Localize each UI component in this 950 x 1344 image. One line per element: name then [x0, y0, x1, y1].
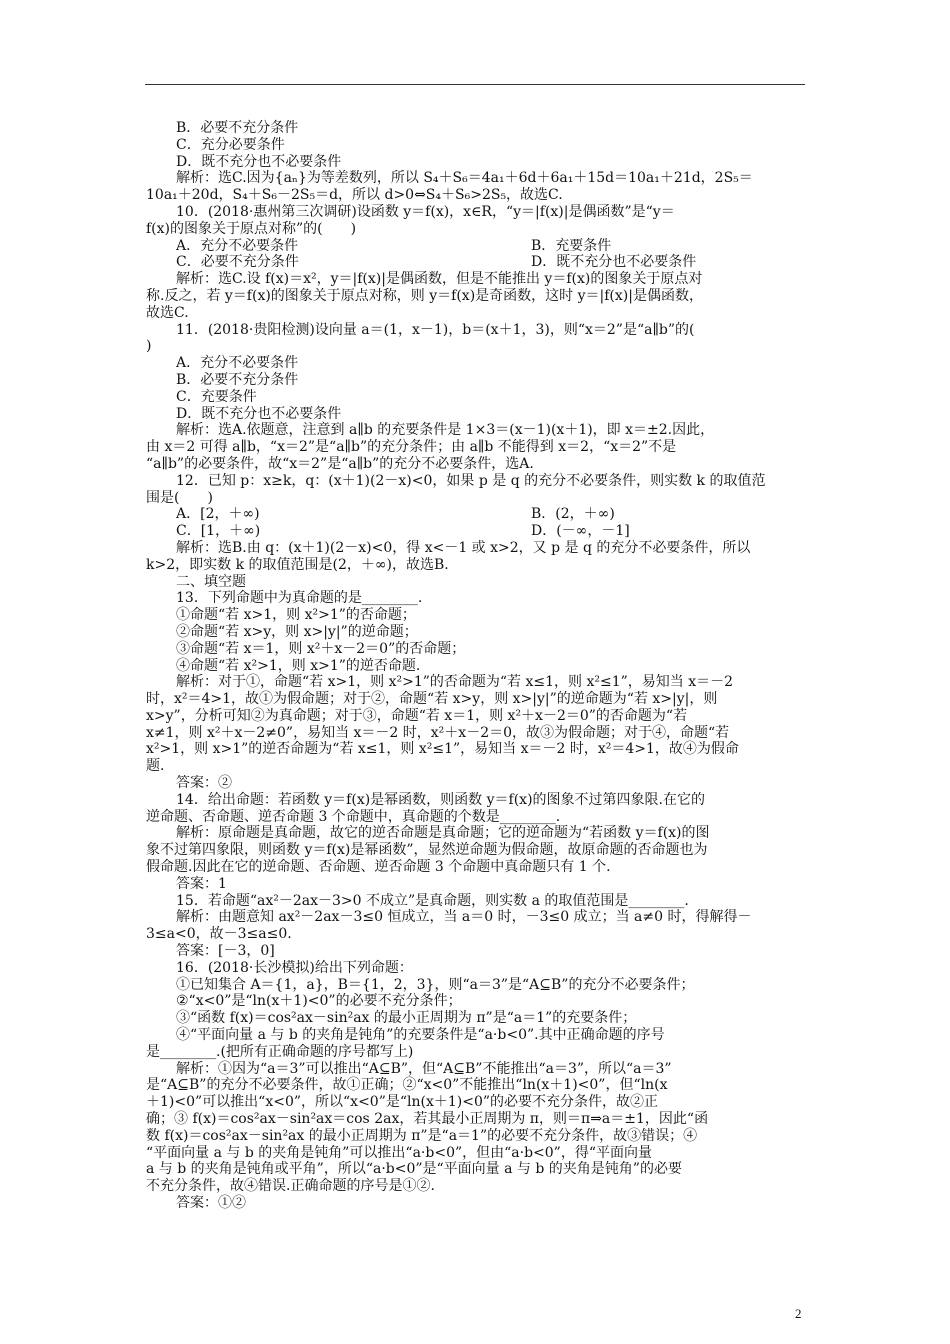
text-line: 答案：②: [176, 775, 232, 792]
option-right: B．充要条件: [531, 237, 612, 254]
text-line: 数 f(x)＝cos²ax－sin²ax 的最小正周期为 π”是“a＝1”的必要不充分条件，故③错误；④: [146, 1127, 698, 1144]
text-line: 围是( ): [146, 489, 213, 506]
text-line: ①命题“若 x>1，则 x²>1”的否命题；: [176, 607, 416, 624]
text-line: “平面向量 a 与 b 的夹角是钝角”可以推出“a·b<0”，但由“a·b<0”，得“平面向量: [146, 1144, 653, 1161]
text-line: 假命题.因此在它的逆命题、否命题、逆否命题 3 个命题中真命题只有 1 个.: [146, 859, 611, 876]
text-line: 逆命题、否命题、逆否命题 3 个命题中，真命题的个数是________.: [146, 808, 561, 825]
text-line: [146, 254, 806, 271]
option-right: B．(2，＋∞): [531, 506, 615, 523]
text-line: [146, 506, 806, 523]
text-line: ): [146, 338, 152, 355]
header-rule: [145, 84, 805, 85]
text-line: [146, 523, 806, 540]
text-line: D．既不充分也不必要条件: [176, 405, 342, 422]
text-line: 11．(2018·贵阳检测)设向量 a＝(1，x－1)，b＝(x＋1，3)，则“x＝2”是“a∥b”的(: [176, 321, 695, 338]
text-line: ③命题“若 x＝1，则 x²＋x－2＝0”的否命题；: [176, 640, 466, 657]
document-body: [146, 120, 806, 1212]
text-line: ④“平面向量 a 与 b 的夹角是钝角”的充要条件是“a·b<0”.其中正确命题的序号: [176, 1027, 665, 1044]
text-line: 是“A⊆B”的充分不必要条件，故①正确；②“x<0”不能推出“ln(x＋1)<0”，但“ln(x: [146, 1077, 668, 1094]
option-left: A．充分不必要条件: [176, 237, 299, 254]
text-line: 不充分条件，故④错误.正确命题的序号是①②.: [146, 1178, 435, 1195]
text-line: k>2，即实数 k 的取值范围是(2，＋∞)，故选B.: [146, 556, 449, 573]
text-line: C．充分必要条件: [176, 136, 285, 153]
text-line: 解析：①因为“a＝3”可以推出“A⊆B”，但“A⊆B”不能推出“a＝3”，所以“a＝3”: [176, 1060, 672, 1077]
text-line: 解析：原命题是真命题，故它的逆否命题是真命题；它的逆命题为“若函数 y＝f(x)的图: [176, 825, 710, 842]
text-line: 二、填空题: [176, 573, 246, 590]
text-line: 答案：①②: [176, 1195, 246, 1211]
text-line: 10a₁＋20d，S₄＋S₆－2S₅＝d，所以 d>0⇔S₄＋S₆>2S₅，故选C.: [146, 187, 563, 204]
text-line: 16．(2018·长沙模拟)给出下列命题：: [176, 959, 413, 976]
text-line: 12．已知 p：x≥k，q：(x＋1)(2－x)<0，如果 p 是 q 的充分不必要条件，则实数 k 的取值范: [176, 472, 766, 489]
page-number: 2: [795, 1306, 802, 1321]
text-line: 解析：选B.由 q：(x＋1)(2－x)<0，得 x<－1 或 x>2，又 p 是 q 的充分不必要条件，所以: [176, 539, 751, 556]
text-line: 故选C.: [146, 304, 189, 321]
option-right: D．既不充分也不必要条件: [531, 254, 697, 271]
text-line: ＋1)<0”可以推出“x<0”，所以“x<0”是“ln(x＋1)<0”的必要不充分条件，故②正: [146, 1094, 659, 1111]
text-line: x≠1，则 x²＋x－2≠0”，易知当 x＝－2 时，x²＋x－2＝0，故③为假命题；对于④，命题“若: [146, 724, 730, 741]
text-line: C．充要条件: [176, 388, 257, 405]
text-line: B．必要不充分条件: [176, 120, 299, 136]
text-line: ①已知集合 A＝{1，a}，B＝{1，2，3}，则“a＝3”是“A⊆B”的充分不必要条件；: [176, 976, 695, 993]
text-line: 解析：由题意知 ax²－2ax－3≤0 恒成立，当 a＝0 时，－3≤0 成立；当 a≠0 时，得解得－: [176, 909, 752, 926]
option-left: A．[2，＋∞): [176, 506, 260, 523]
text-line: 解析：选C.设 f(x)＝x²，y＝|f(x)|是偶函数，但是不能推出 y＝f(x)的图象关于原点对: [176, 271, 703, 288]
text-line: 答案：1: [176, 875, 227, 892]
text-line: 14．给出命题：若函数 y＝f(x)是幂函数，则函数 y＝f(x)的图象不过第四象限.在它的: [176, 791, 705, 808]
text-line: f(x)的图象关于原点对称”的( ): [146, 220, 357, 237]
text-line: ②命题“若 x>y，则 x>|y|”的逆命题；: [176, 623, 418, 640]
text-line: 称.反之，若 y＝f(x)的图象关于原点对称，则 y＝f(x)是奇函数，这时 y＝|f(x)|是偶函数，: [146, 287, 703, 304]
text-line: 是________.(把所有正确命题的序号都写上): [146, 1043, 414, 1060]
option-left: C．[1，＋∞): [176, 523, 261, 540]
text-line: 答案：[－3，0]: [176, 943, 275, 960]
text-line: 解析：选A.依题意，注意到 a∥b 的充要条件是 1×3＝(x－1)(x＋1)，即 x＝±2.因此，: [176, 422, 715, 439]
text-line: ④命题“若 x²>1，则 x>1”的逆否命题.: [176, 657, 421, 674]
text-line: 象不过第四象限，则函数 y＝f(x)是幂函数”，显然逆命题为假命题，故原命题的否命题也为: [146, 842, 708, 859]
text-line: 时，x²＝4>1，故①为假命题；对于②，命题“若 x>y，则 x>|y|”的逆命题为“若 x>|y|，则: [146, 691, 718, 708]
option-right: D．(－∞，－1]: [531, 523, 630, 540]
text-line: 13．下列命题中为真命题的是________.: [176, 590, 423, 607]
text-line: A．充分不必要条件: [176, 355, 299, 372]
text-line: ③“函数 f(x)＝cos²ax－sin²ax 的最小正周期为 π”是“a＝1”的充要条件；: [176, 1010, 637, 1027]
text-line: 解析：选C.因为{aₙ}为等差数列，所以 S₄＋S₆＝4a₁＋6d＋6a₁＋15d＝10a₁＋21d，2S₅＝: [176, 170, 753, 187]
text-line: B．必要不充分条件: [176, 371, 299, 388]
text-line: [146, 238, 806, 255]
text-line: a 与 b 的夹角是钝角或平角”，所以“a·b<0”是“平面向量 a 与 b 的夹角是钝角”的必要: [146, 1161, 682, 1178]
text-line: 确；③ f(x)＝cos²ax－sin²ax＝cos 2ax，若其最小正周期为 π，则＝π⇒a＝±1，因此“函: [146, 1111, 709, 1128]
text-line: 由 x＝2 可得 a∥b，“x＝2”是“a∥b”的充分条件；由 a∥b 不能得到 x＝2，“x＝2”不是: [146, 439, 677, 456]
text-line: 15．若命题“ax²－2ax－3>0 不成立”是真命题，则实数 a 的取值范围是________.: [176, 892, 689, 909]
text-line: “a∥b”的必要条件，故“x＝2”是“a∥b”的充分不必要条件，选A.: [146, 455, 534, 472]
text-line: 解析：对于①，命题“若 x>1，则 x²>1”的否命题为“若 x≤1，则 x²≤1”，易知当 x＝－2: [176, 674, 734, 691]
option-left: C．必要不充分条件: [176, 254, 299, 271]
text-line: x>y”，分析可知②为真命题；对于③，命题“若 x＝1，则 x²＋x－2＝0”的否命题为“若: [146, 707, 688, 724]
text-line: ②“x<0”是“ln(x＋1)<0”的必要不充分条件；: [176, 993, 462, 1010]
text-line: 题.: [146, 758, 165, 775]
text-line: x²>1，则 x>1”的逆否命题为“若 x≤1，则 x²≤1”，易知当 x＝－2 时，x²＝4>1，故④为假命: [146, 741, 739, 758]
text-line: D．既不充分也不必要条件: [176, 153, 342, 170]
text-line: 3≤a<0，故－3≤a≤0.: [146, 926, 292, 943]
text-line: 10．(2018·惠州第三次调研)设函数 y＝f(x)，x∈R，“y＝|f(x)|是偶函数”是“y＝: [176, 203, 675, 220]
